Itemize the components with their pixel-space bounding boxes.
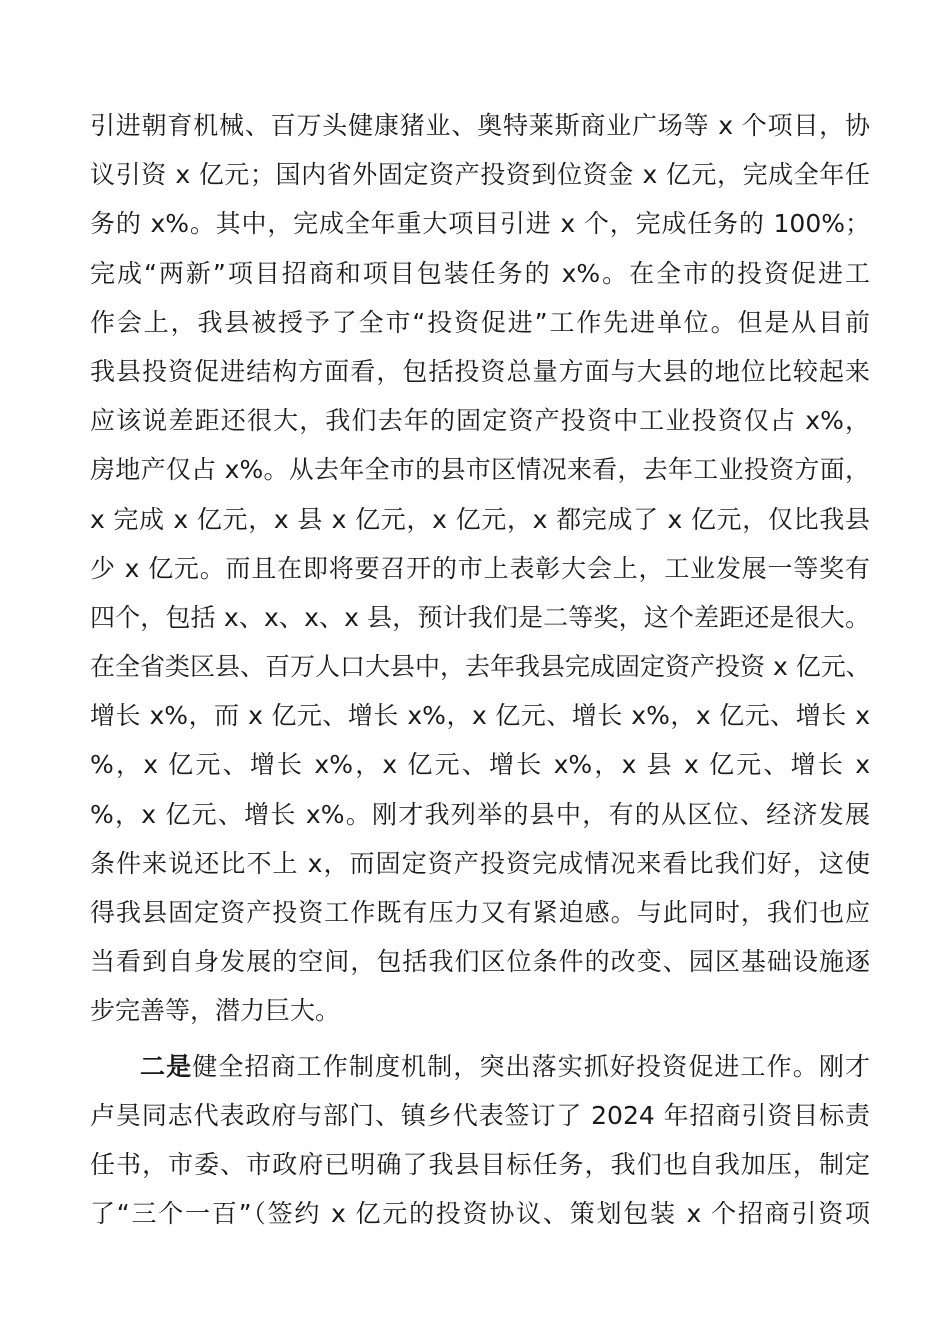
text-line: 在全省类区县、百万人口大县中，去年我县完成固定资产投资 x 亿元、 — [90, 652, 871, 682]
text-line: 应该说差距还很大，我们去年的固定资产投资中工业投资仅占 x%， — [90, 406, 870, 436]
text-line: 卢昊同志代表政府与部门、镇乡代表签订了 2024 年招商引资目标责 — [90, 1100, 870, 1130]
paragraph-1 — [90, 101, 870, 1036]
text-line: 议引资 x 亿元；国内省外固定资产投资到位资金 x 亿元，完成全年任 — [90, 160, 870, 190]
text-line: %，x 亿元、增长 x%，x 亿元、增长 x%，x 县 x 亿元、增长 x — [90, 750, 870, 780]
paragraph-lead-bold: 二是 — [140, 1051, 193, 1081]
text-line: %，x 亿元、增长 x%。刚才我列举的县中，有的从区位、经济发展 — [90, 799, 870, 829]
text-line: 四个，包括 x、x、x、x 县，预计我们是二等奖，这个差距还是很大。 — [90, 602, 870, 632]
text-line: 任书，市委、市政府已明确了我县目标任务，我们也自我加压，制定 — [90, 1149, 870, 1179]
text-line: 了“三个一百”（签约 x 亿元的投资协议、策划包装 x 个招商引资项 — [90, 1199, 870, 1229]
text-line: 少 x 亿元。而且在即将要召开的市上表彰大会上，工业发展一等奖有 — [90, 553, 870, 583]
text-line — [90, 1042, 870, 1091]
text-line: 完成“两新”项目招商和项目包装任务的 x%。在全市的投资促进工 — [90, 258, 870, 288]
text-line: 增长 x%，而 x 亿元、增长 x%，x 亿元、增长 x%，x 亿元、增长 x — [90, 701, 870, 731]
text-line: 务的 x%。其中，完成全年重大项目引进 x 个，完成任务的 100%； — [90, 209, 870, 239]
text-line: 当看到自身发展的空间，包括我们区位条件的改变、园区基础设施逐 — [90, 947, 870, 977]
paragraph-2 — [90, 1042, 870, 1239]
text-line: 引进朝育机械、百万头健康猪业、奥特莱斯商业广场等 x 个项目，协 — [90, 111, 870, 140]
document-body — [90, 101, 870, 1238]
text-line: 步完善等，潜力巨大。 — [90, 996, 341, 1026]
paragraph-lead-rest: 健全招商工作制度机制，突出落实抓好投资促进工作。刚才 — [192, 1051, 870, 1081]
text-line: 房地产仅占 x%。从去年全市的县市区情况来看，去年工业投资方面， — [90, 455, 870, 485]
text-line: 得我县固定资产投资工作既有压力又有紧迫感。与此同时，我们也应 — [90, 898, 870, 927]
text-line: 我县投资促进结构方面看，包括投资总量方面与大县的地位比较起来 — [90, 356, 870, 386]
text-line: 作会上，我县被授予了全市“投资促进”工作先进单位。但是从目前 — [90, 307, 870, 337]
text-line: x 完成 x 亿元，x 县 x 亿元，x 亿元，x 都完成了 x 亿元，仅比我县 — [90, 504, 870, 534]
text-line: 条件来说还比不上 x，而固定资产投资完成情况来看比我们好，这使 — [90, 848, 870, 878]
